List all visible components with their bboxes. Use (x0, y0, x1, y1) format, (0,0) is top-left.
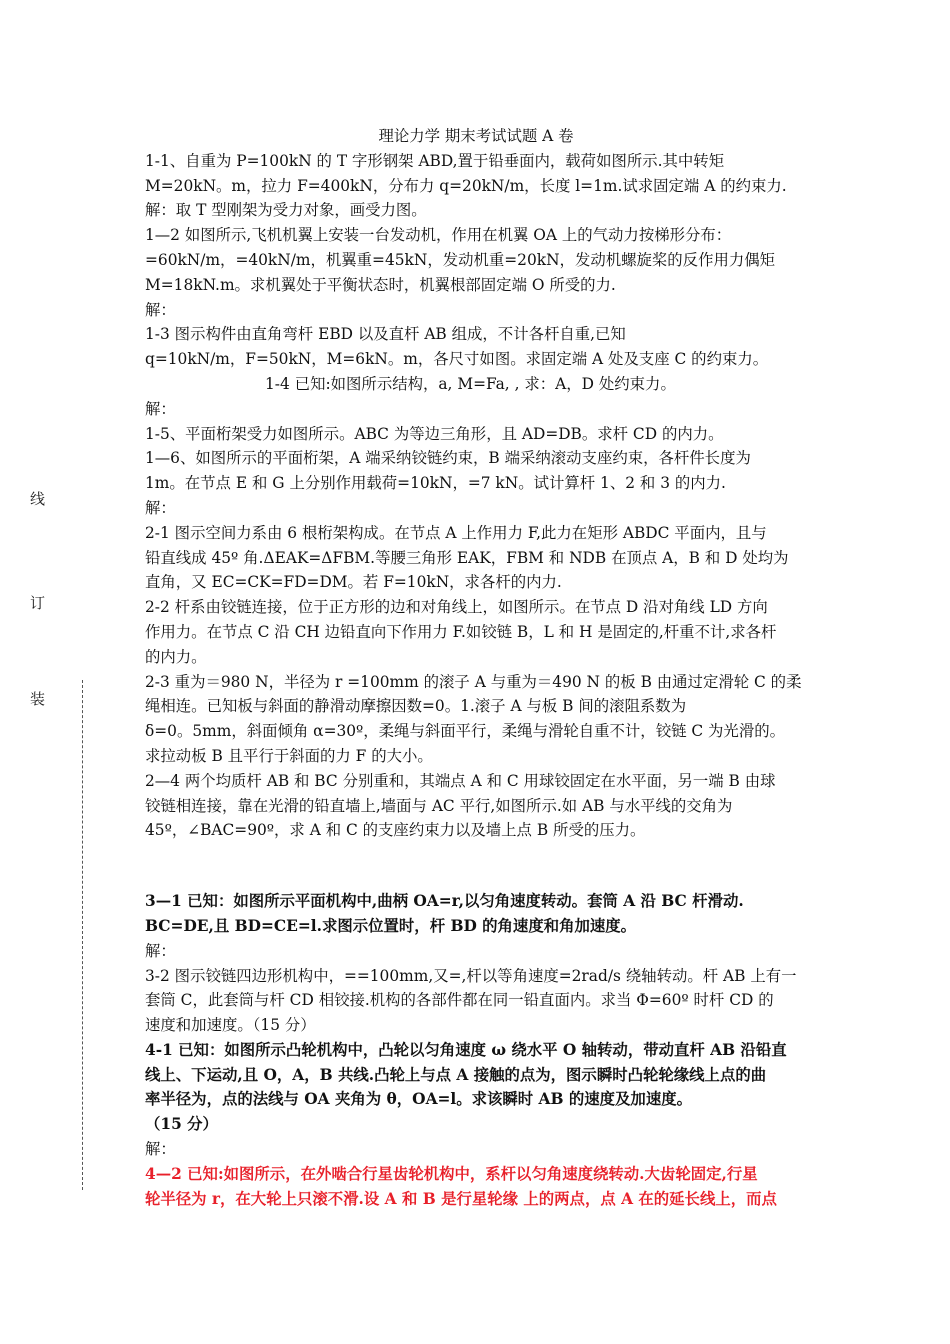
exam-title: 理论力学 期末考试试题 A 卷 (378, 127, 574, 145)
text-line: M=20kN。m，拉力 F=400kN，分布力 q=20kN/m，长度 l=1m.试求固定端 A 的约束力. (145, 176, 787, 195)
text-line: 的内力。 (145, 647, 207, 666)
text-line: δ=0。5mm，斜面倾角 α=30º，柔绳与斜面平行，柔绳与滑轮自重不计，铰链 C 为光滑的。 (145, 722, 785, 741)
text-line: 3—1 已知：如图所示平面机构中,曲柄 OA=r,以匀角速度转动。套筒 A 沿 BC 杆滑动. (145, 892, 744, 911)
text-line: 解： (145, 1140, 176, 1159)
text-line: BC=DE,且 BD=CE=l.求图示位置时，杆 BD 的角速度和角加速度。 (145, 916, 637, 935)
text-line: 率半径为，点的法线与 OA 夹角为 θ，OA=l。求该瞬时 AB 的速度及加速度。 (145, 1090, 692, 1109)
text-line: 作用力。在节点 C 沿 CH 边铅直向下作用力 F.如铰链 B，L 和 H 是固定的,杆重不计,求各杆 (145, 622, 777, 641)
text-line: 求拉动板 B 且平行于斜面的力 F 的大小。 (145, 746, 433, 765)
text-line: 解： (145, 399, 176, 418)
question-block (145, 1137, 807, 1162)
text-line: 1-5、平面桁架受力如图所示。ABC 为等边三角形，且 AD=DB。求杆 CD 的内力。 (145, 424, 724, 443)
text-line: 速度和加速度。（15 分） (145, 1016, 316, 1035)
question-block (145, 521, 807, 843)
text-line: 2-2 杆系由铰链连接，位于正方形的边和对角线上，如图所示。在节点 D 沿对角线 LD 方向 (145, 598, 768, 617)
text-line: 解： (145, 300, 176, 319)
text-line: 套筒 C，此套筒与杆 CD 相铰接.机构的各部件都在同一铅直面内。求当 Φ=60º 时杆 CD 的 (145, 991, 774, 1010)
question-block (145, 1038, 807, 1137)
binding-mark-ding: 订 (30, 594, 46, 612)
text-line: 2—4 两个均质杆 AB 和 BC 分别重和，其端点 A 和 C 用球铰固定在水平面，另一端 B 由球 (145, 771, 776, 790)
text-line: 2-1 图示空间力系由 6 根桁架构成。在节点 A 上作用力 F,此力在矩形 ABDC 平面内，且与 (145, 523, 767, 542)
text-line: 4—2 已知:如图所示，在外啮合行星齿轮机构中，系杆以匀角速度绕转动.大齿轮固定,行星 (145, 1164, 758, 1183)
question-block (145, 397, 807, 521)
text-line: 1-3 图示构件由直角弯杆 EBD 以及直杆 AB 组成，不计各杆自重,已知 (145, 325, 626, 344)
text-line: 绳相连。已知板与斜面的静滑动摩擦因数=0。1.滚子 A 与板 B 间的滚阻系数为 (145, 697, 687, 716)
question-block (145, 939, 807, 1038)
text-line: 1-1、自重为 P=100kN 的 T 字形钢架 ABD,置于铅垂面内，载荷如图所示.其中转矩 (145, 151, 725, 170)
text-line: 铅直线成 45º 角.ΔEAK=ΔFBM.等腰三角形 EAK，FBM 和 NDB 在顶点 A，B 和 D 处均为 (145, 548, 789, 567)
question-block (145, 223, 807, 322)
text-line: 轮半径为 r，在大轮上只滚不滑.设 A 和 B 是行星轮缘 上的两点，点 A 在的延长线上，而点 (145, 1189, 777, 1208)
text-line: q=10kN/m，F=50kN，M=6kN。m，各尺寸如图。求固定端 A 处及支座 C 的约束力。 (145, 350, 769, 369)
text-line: 铰链相连接，靠在光滑的铅直墙上,墙面与 AC 平行,如图所示.如 AB 与水平线的交角为 (145, 796, 733, 815)
text-line: 4-1 已知：如图所示凸轮机构中，凸轮以匀角速度 ω 绕水平 O 轴转动，带动直杆 AB 沿铅直 (145, 1040, 787, 1059)
text-line: 1m。在节点 E 和 G 上分别作用载荷=10kN，=7 kN。试计算杆 1、2 和 3 的内力. (145, 474, 726, 493)
binding-dashed-line (82, 680, 83, 1190)
text-line: 3-2 图示铰链四边形机构中，==100mm,又=,杆以等角速度=2rad/s 绕轴转动。杆 AB 上有一 (145, 966, 797, 985)
text-line: 解：取 T 型刚架为受力对象，画受力图。 (145, 201, 427, 220)
question-block (145, 843, 807, 889)
question-block (145, 889, 807, 939)
text-line: 1-4 已知:如图所示结构，a, M=Fa, , 求：A，D 处约束力。 (265, 374, 676, 393)
exam-content (145, 124, 807, 1211)
text-line: 45º，∠BAC=90º，求 A 和 C 的支座约束力以及墙上点 B 所受的压力。 (145, 821, 646, 840)
question-block (145, 1162, 807, 1212)
text-line: （15 分） (145, 1115, 218, 1134)
text-line: =60kN/m，=40kN/m，机翼重=45kN，发动机重=20kN，发动机螺旋桨的反作用力偶矩 (145, 250, 776, 269)
question-blocks (145, 149, 807, 1212)
text-line: 直角，又 EC=CK=FD=DM。若 F=10kN，求各杆的内力. (145, 573, 562, 592)
text-line: 解： (145, 941, 176, 960)
binding-mark-zhuang: 装 (30, 690, 46, 708)
text-line: 解： (145, 498, 176, 517)
text-line: 线上、下运动,且 O，A，B 共线.凸轮上与点 A 接触的点为，图示瞬时凸轮轮缘线上点的曲 (145, 1065, 767, 1084)
text-line: 2-3 重为＝980 N，半径为 r =100mm 的滚子 A 与重为＝490 N 的板 B 由通过定滑轮 C 的柔 (145, 672, 802, 691)
question-block (145, 372, 807, 397)
text-line: 1—6、如图所示的平面桁架，A 端采纳铰链约束，B 端采纳滚动支座约束，各杆件长度为 (145, 449, 751, 468)
binding-mark-xian: 线 (30, 490, 46, 508)
question-block (145, 149, 807, 223)
text-line: 1—2 如图所示,飞机机翼上安装一台发动机，作用在机翼 OA 上的气动力按梯形分布： (145, 226, 732, 245)
text-line: M=18kN.m。求机翼处于平衡状态时，机翼根部固定端 O 所受的力. (145, 275, 616, 294)
question-block (145, 322, 807, 372)
